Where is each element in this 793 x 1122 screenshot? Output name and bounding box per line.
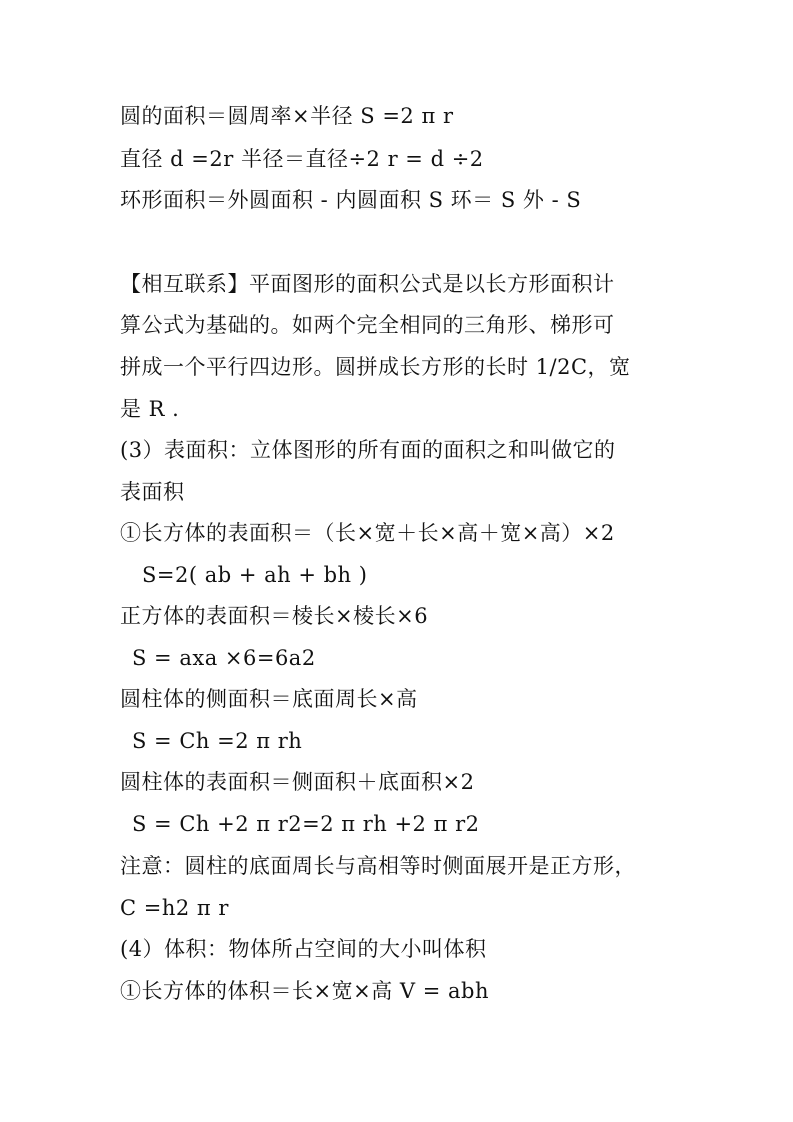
text-line-cylinder-surface-formula: S = Ch +2 π r2=2 π rh +2 π r2: [132, 812, 480, 836]
text-line-relation-2: 算公式为基础的。如两个完全相同的三角形、梯形可: [120, 313, 615, 337]
text-line-surface-area-heading-2: 表面积: [120, 480, 185, 504]
text-line-cube-surface: 正方体的表面积＝棱长×棱长×6: [120, 604, 429, 628]
text-line-cylinder-surface: 圆柱体的表面积＝侧面积＋底面积×2: [120, 770, 475, 794]
text-line-relation-4: 是 R .: [120, 397, 180, 421]
text-line-cuboid-volume: ①长方体的体积＝长×宽×高 V = abh: [120, 979, 489, 1003]
text-line-note: 注意：圆柱的底面周长与高相等时侧面展开是正方形，: [120, 854, 636, 878]
text-line-cube-surface-formula: S = axa ×6=6a2: [132, 646, 316, 670]
text-line-surface-area-heading: (3）表面积：立体图形的所有面的面积之和叫做它的: [120, 438, 616, 462]
text-line-diameter-radius: 直径 d =2r 半径＝直径÷2 r = d ÷2: [120, 147, 484, 171]
text-line-ring-area: 环形面积＝外圆面积 - 内圆面积 S 环＝ S 外 - S: [120, 188, 582, 212]
text-line-note-formula: C =h2 π r: [120, 896, 229, 920]
text-line-relation-1: 【相互联系】平面图形的面积公式是以长方形面积计: [120, 272, 615, 296]
text-line-cylinder-lateral-formula: S = Ch =2 π rh: [132, 729, 303, 753]
text-line-relation-3: 拼成一个平行四边形。圆拼成长方形的长时 1/2C，宽: [120, 355, 631, 379]
text-line-cylinder-lateral: 圆柱体的侧面积＝底面周长×高: [120, 687, 418, 711]
text-line-volume-heading: (4）体积：物体所占空间的大小叫体积: [120, 937, 487, 961]
text-line-circle-area: 圆的面积＝圆周率×半径 S =2 π r: [120, 104, 454, 128]
text-line-cuboid-surface-formula: S=2( ab + ah + bh ): [142, 563, 368, 587]
text-line-cuboid-surface: ①长方体的表面积＝（长×宽＋长×高＋宽×高）×2: [120, 521, 615, 545]
